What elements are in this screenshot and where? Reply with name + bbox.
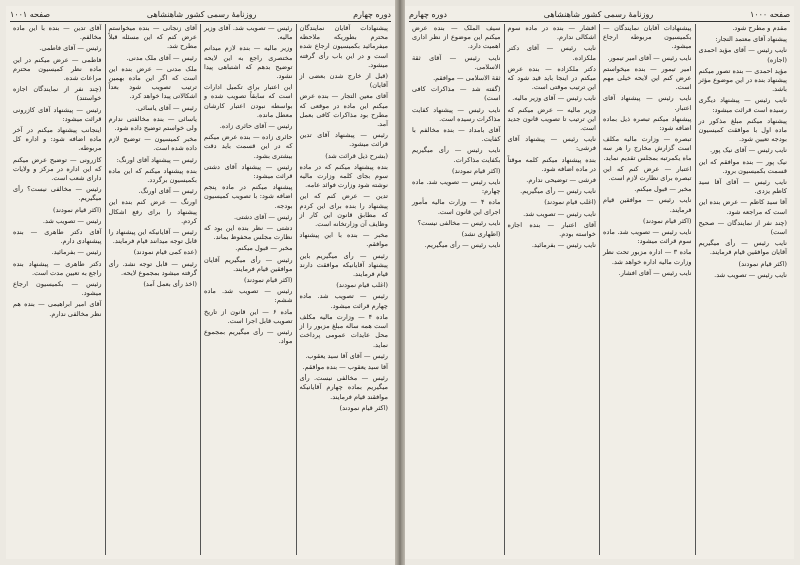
column-paragraph: آقای بامداد — بنده مخالفم با کفایت.: [412, 126, 501, 144]
column-paragraph: (اغلب قیام نمودند): [336, 281, 388, 290]
column-paragraph: بنده پیشنهاد میکنم که در ماده سوم بجای کلمه وزارت مالیه نوشته شود وزارت فوائد عامه.: [299, 162, 388, 190]
text-column: [297, 24, 392, 555]
column-paragraph: رئیس — پیشنهاد آقای تدین قرائت میشود.: [299, 131, 388, 149]
column-paragraph: افشار — بنده در ماده سوم اشکالی ندارم.: [507, 24, 596, 42]
left-header-issue: دوره چهارم: [353, 10, 391, 19]
column-paragraph: رئیس — آقای حائری زاده.: [219, 122, 293, 131]
column-paragraph: مخبر کمیسیون — توضیح لازم داده شده است.: [108, 135, 197, 153]
column-paragraph: رئیس — آقای آقا سید یعقوب.: [305, 351, 388, 360]
column-paragraph: ماده ۳ — اداره مزبور تحت نظر وزارت مالیه اداره خواهد شد.: [603, 248, 692, 266]
column-paragraph: آقای زنجانی — بنده میخواستم عرض کنم که این مسئله قبلاً مطرح شد.: [108, 24, 197, 51]
column-paragraph: رئیس — بکمیسیون ارجاع میشود.: [13, 280, 102, 298]
column-paragraph: نایب رئیس — تصویب شد.: [714, 270, 787, 279]
column-paragraph: نایب رئیس — رأی میگیریم بکفایت مذاکرات.: [412, 146, 501, 164]
column-paragraph: (اکثر قیام نمودند): [244, 276, 293, 285]
column-paragraph: نایب رئیس — آقای مؤید احمدی (اجازه): [698, 46, 787, 64]
column-paragraph: ملک مدنی — عرض بنده این است که اگر این ماده بهمین ترتیب تصویب شود بعداً اشکالاتی پیدا خواهد کرد.: [108, 64, 197, 101]
left-page-columns: [10, 24, 391, 555]
left-header-title: روزنامهٔ رسمی کشور شاهنشاهی: [146, 10, 257, 19]
column-paragraph: رئیس — رأی میگیریم باین پیشنهاد آقایانیکه موافقت دارند قیام فرمایند.: [299, 251, 388, 279]
column-paragraph: مخبر — بنده با این پیشنهاد موافقم.: [299, 231, 388, 249]
column-paragraph: کازرونی — توضیح عرض میکنم که این اداره در مرکز و ولایات دارای شعب است.: [13, 155, 102, 183]
text-column: [696, 24, 791, 555]
column-paragraph: آقای اعتبار — بنده اجازه خواسته بودم.: [507, 220, 596, 239]
column-paragraph: نایب رئیس — رأی میگیریم.: [520, 187, 596, 196]
right-header-page-number: صفحه ۱۰۰۰: [749, 10, 790, 19]
column-paragraph: بنده پیشنهاد میکنم کلمه موقتاً در ماده اضافه شود.: [507, 155, 596, 173]
column-paragraph: رئیس — آقای یاسائی.: [135, 103, 197, 112]
column-paragraph: ثقة الاسلامی — موافقم.: [433, 74, 501, 83]
column-paragraph: رئیس — پیشنهاد آقای دشتی قرائت میشود:: [204, 162, 293, 181]
column-paragraph: رئیس — پیشنهاد آقای کازرونی قرائت میشود:: [13, 105, 102, 123]
text-column: [106, 24, 202, 555]
column-paragraph: (اکثر قیام نمودند): [738, 259, 787, 268]
column-paragraph: وزیر مالیه — عرض میکنم که این ترتیب تا تصویب قانون جدید است.: [507, 105, 596, 133]
page-gutter: [395, 0, 405, 565]
column-paragraph: رئیس — آقای فاطمی.: [39, 44, 102, 53]
column-paragraph: نایب رئیس — تصویب شد. ماده سوم قرائت میشود:: [603, 228, 692, 246]
column-paragraph: اعتبار — عرض کنم که این تبصره برای نظارت لازم است.: [603, 164, 692, 183]
column-paragraph: آقا سید کاظم — عرض بنده این است که مراجعه شود.: [698, 198, 787, 216]
column-paragraph: نایب رئیس — آقای دکتر ملکزاده.: [507, 44, 596, 62]
column-paragraph: رئیس — مخالفی نیست. رأی میگیریم بماده چهارم آقایانیکه موافقند قیام فرمایند.: [299, 374, 388, 401]
column-paragraph: نایب رئیس — تصویب شد.: [523, 209, 596, 218]
column-paragraph: دکتر ملکزاده — بنده عرض میکنم در اینجا باید قید شود که این ترتیب موقتی است.: [507, 64, 596, 92]
column-paragraph: نایب رئیس — آقای وزیر مالیه.: [512, 94, 596, 103]
column-paragraph: نایب رئیس — موافقین قیام فرمایند.: [603, 196, 692, 214]
text-column: [201, 24, 297, 555]
column-paragraph: نایب رئیس — تصویب شد. ماده چهارم:: [412, 178, 501, 196]
column-paragraph: رئیس — پیشنهاد آقای اورنگ:: [116, 155, 197, 164]
column-paragraph: نایب رئیس — پیشنهاد آقای اعتبار.: [603, 94, 692, 112]
column-paragraph: ماده ۶ — این قانون از تاریخ تصویب قابل اجرا است.: [204, 307, 293, 325]
column-paragraph: آقای تدین — بنده با این ماده مخالفم.: [13, 24, 102, 42]
right-page-columns: [409, 24, 790, 555]
column-paragraph: پیشنهاد میکنم تبصره ذیل بماده اضافه شود:: [603, 114, 692, 133]
column-paragraph: رئیس — رأی میگیریم بمجموع مواد.: [204, 328, 293, 346]
column-paragraph: نایب رئیس — بفرمائید.: [531, 241, 596, 250]
column-paragraph: پیشنهاد میکنم در ماده پنجم اضافه شود: با تصویب کمیسیون بودجه.: [204, 183, 293, 210]
column-paragraph: دشتی — نظر بنده این بود که نظارت مجلس محفوظ بماند.: [204, 224, 293, 242]
right-header-issue: دوره چهارم: [409, 10, 447, 19]
column-paragraph: آقای معین التجار — بنده عرض میکنم این ماده در موقعی که مطرح بود مذاکرات کافی بعمل آمد.: [299, 92, 388, 129]
column-paragraph: آقای دکتر طاهری — بنده پیشنهادی دارم.: [13, 228, 102, 246]
column-paragraph: بنده پیشنهاد میکنم که این ماده بکمیسیون برگردد.: [108, 166, 197, 185]
column-paragraph: مخبر — قبول میکنم.: [634, 185, 692, 194]
column-paragraph: رئیس — آقای اورنگ.: [138, 187, 197, 196]
column-paragraph: فرشی — توضیحی ندارم.: [526, 176, 596, 185]
column-paragraph: نایب رئیس — آقای نیک پور.: [709, 146, 787, 155]
column-paragraph: رئیس — آقای دشتی.: [234, 212, 293, 221]
column-paragraph: نایب رئیس — آقای افشار.: [618, 268, 692, 277]
column-paragraph: یاسائی — بنده مخالفتی ندارم ولی خواستم توضیح داده شود.: [108, 114, 197, 133]
column-paragraph: مقدم و مطرح شود.: [732, 24, 787, 32]
column-paragraph: (اکثر قیام نمودند): [339, 403, 388, 412]
column-paragraph: نایب رئیس — پیشنهاد دیگری رسیده است قرائت میشود:: [698, 96, 787, 114]
column-paragraph: (عده کمی قیام نمودند): [133, 248, 197, 257]
column-paragraph: (اکثر قیام نمودند): [452, 166, 501, 175]
column-paragraph: ماده ۴ — وزارت مالیه مأمور اجرای این قانون است.: [412, 198, 501, 216]
column-paragraph: مؤید احمدی — بنده تصور میکنم پیشنهاد بنده در این موضوع مؤثر باشد.: [698, 66, 787, 94]
column-paragraph: نایب رئیس — پیشنهاد آقای فرشی:: [507, 135, 596, 153]
column-paragraph: تدین — عرض کنم که این پیشنهاد را بنده برای این کردم که مطابق قانون این کار از وظایف آن وزارتخانه است.: [299, 192, 388, 229]
column-paragraph: حائری زاده — بنده عرض میکنم که در این قسمت باید دقت بیشتری بشود.: [204, 133, 293, 160]
column-paragraph: رئیس — قابل توجه نشد. رأی گرفته میشود بمجموع لایحه.: [108, 259, 197, 277]
column-paragraph: رئیس — آقای ملک مدنی.: [126, 53, 197, 62]
column-paragraph: رئیس — بفرمائید.: [51, 248, 102, 257]
column-paragraph: (اکثر قیام نمودند): [643, 216, 692, 225]
column-paragraph: آقای امیر ابراهیمی — بنده هم نظر مخالفی ندارم.: [13, 300, 102, 318]
right-page: [405, 6, 794, 559]
column-paragraph: تبصره — وزارت مالیه مکلف است گزارش مخارج را هر سه ماه یکمرتبه بمجلس تقدیم نماید.: [603, 135, 692, 162]
column-paragraph: نایب رئیس — رأی میگیریم.: [424, 241, 501, 250]
column-paragraph: (اکثر قیام نمودند): [53, 205, 102, 214]
column-paragraph: وزیر مالیه — بنده لازم میدانم مختصری راجع به این لایحه توضیح بدهم که اشتباهی پیدا نشود.: [204, 44, 293, 81]
column-paragraph: رئیس — تصویب شد. آقای وزیر مالیه.: [204, 24, 293, 42]
column-paragraph: نایب رئیس — آقای امیر تیمور.: [607, 53, 692, 62]
column-paragraph: اورنگ — عرض کنم بنده این پیشنهاد را برای رفع اشکال کردم.: [108, 198, 197, 225]
column-paragraph: (بشرح ذیل قرائت شد): [325, 151, 388, 160]
column-paragraph: (اخذ رأی بعمل آمد): [143, 280, 197, 289]
left-page-header: [10, 8, 391, 22]
column-paragraph: رئیس — مخالفی نیست؟ رأی میگیریم.: [13, 185, 102, 203]
column-paragraph: (اظهاری نشد): [461, 230, 501, 239]
column-paragraph: ماده ۴ — وزارت مالیه مکلف است همه ساله مبلغ مزبور را از محل عایدات عمومی پرداخت نماید.: [299, 312, 389, 349]
column-paragraph: اینجانب پیشنهاد میکنم در آخر ماده اضافه شود: و اداره کل مربوطه.: [13, 126, 102, 153]
left-page: [6, 6, 395, 559]
column-paragraph: نایب رئیس — مخالفی نیست؟: [417, 218, 501, 227]
column-paragraph: (اغلب قیام نمودند): [544, 198, 596, 207]
column-paragraph: آقا سید یعقوب — بنده موافقم.: [302, 362, 388, 371]
right-header-title: روزنامهٔ رسمی کشور شاهنشاهی: [543, 10, 654, 19]
text-column: [600, 24, 696, 555]
column-paragraph: رئیس — تصویب شد. ماده چهارم قرائت میشود.: [299, 292, 388, 310]
column-paragraph: این اعتبار برای تکمیل ادارات است که سابقاً تصویب شده و بواسطه نبودن اعتبار کارشان معطل مانده.: [204, 83, 293, 119]
right-page-header: [409, 8, 790, 22]
column-paragraph: پیشنهاد آقای معتمد التجار:: [715, 35, 787, 44]
left-header-page-number: صفحه ۱۰۰۱: [10, 10, 51, 19]
column-paragraph: پیشنهادات آقایان نمایندگان محترم بطوریکه ملاحظه میفرمائید بکمیسیون ارجاع شده است و در این باب رأی گرفته میشود.: [299, 24, 388, 69]
text-column: [10, 24, 106, 555]
column-paragraph: فاطمی — عرض میکنم در این ماده نظر کمیسیون محترم مراعات شده.: [13, 55, 102, 83]
column-paragraph: رئیس — آقایانیکه این پیشنهاد را قابل توجه میدانند قیام فرمایند.: [108, 228, 197, 246]
column-paragraph: پیشنهاد میکنم مبلغ مذکور در ماده اول با موافقت کمیسیون بودجه تعیین شود.: [698, 116, 787, 144]
column-paragraph: رئیس — رأی میگیریم آقایان موافقین قیام فرمایند.: [204, 255, 293, 273]
column-paragraph: نایب رئیس — رأی میگیریم آقایان موافقین قیام فرمایند.: [698, 239, 787, 257]
column-paragraph: (چند نفر از نمایندگان اجازه خواستند): [13, 85, 102, 103]
column-paragraph: نایب رئیس — پیشنهاد کفایت مذاکرات رسیده است.: [412, 105, 501, 123]
column-paragraph: (گفته شد — مذاکرات کافی است): [412, 85, 501, 103]
column-paragraph: رئیس — تصویب شد. ماده ششم:: [204, 287, 293, 305]
text-column: [409, 24, 505, 555]
column-paragraph: امیر تیمور — بنده میخواستم عرض کنم این لایحه خیلی مهم است.: [603, 64, 692, 92]
column-paragraph: (چند نفر از نمایندگان — صحیح است): [698, 218, 787, 237]
column-paragraph: سیف الملک — بنده عرض میکنم این موضوع از نظر اداری اهمیت دارد.: [412, 24, 501, 51]
column-paragraph: پیشنهادات آقایان نمایندگان — بکمیسیون مربوطه ارجاع میشود.: [603, 24, 692, 51]
column-paragraph: نایب رئیس — آقای آقا سید کاظم یزدی.: [698, 178, 787, 196]
column-paragraph: رئیس — تصویب شد.: [42, 216, 102, 225]
column-paragraph: (قبل از خارج شدن بعضی از آقایان): [299, 72, 388, 90]
column-paragraph: نیک پور — بنده موافقم که این قسمت بکمیسیون برود.: [698, 157, 787, 175]
text-column: [505, 24, 601, 555]
column-paragraph: دکتر طاهری — پیشنهاد بنده راجع به تعیین مدت است.: [13, 259, 102, 277]
column-paragraph: مخبر — قبول میکنم.: [235, 244, 293, 253]
column-paragraph: نایب رئیس — آقای ثقة الاسلامی.: [412, 53, 501, 71]
